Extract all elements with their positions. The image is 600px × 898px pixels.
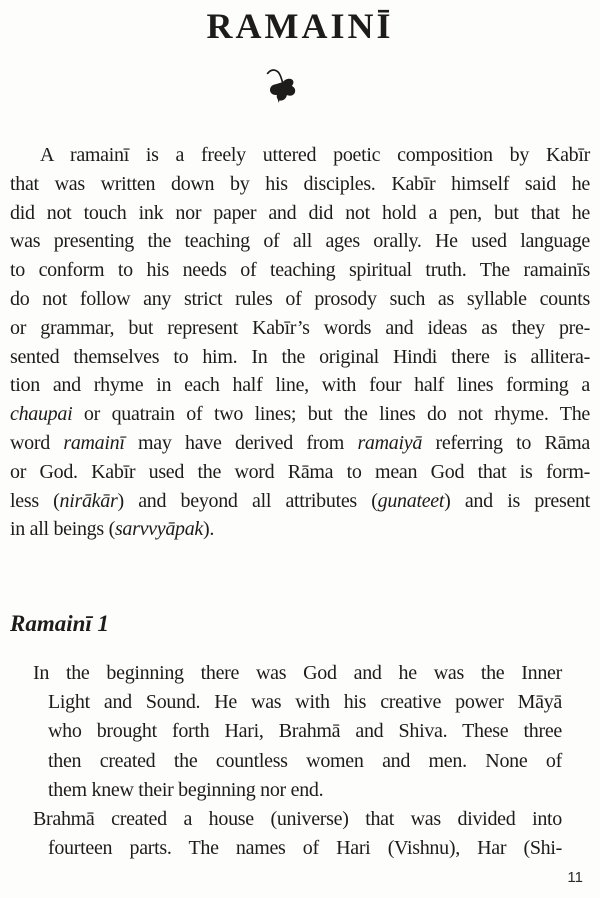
verse-line: then created the countless women and men. None of (48, 749, 562, 772)
verse-line: In the beginning there was God and he was the Inner (33, 662, 562, 684)
text-line: sented themselves to him. In the original Hindi there is allitera- (10, 345, 590, 368)
page-title: RAMAINĪ (206, 6, 394, 46)
verse-line: fourteen parts. The names of Hari (Vishnu), Har (Shi- (48, 837, 562, 860)
ivy-leaf-ornament-icon (261, 66, 303, 112)
verse-line: Brahmā created a house (universe) that was divided into (33, 808, 562, 831)
verse-line: who brought forth Hari, Brahmā and Shiva. These three (48, 720, 562, 743)
text-line: chaupai or quatrain of two lines; but the lines do not rhyme. The (10, 403, 590, 426)
intro-paragraph (10, 141, 590, 544)
verse-line: Light and Sound. He was with his creative power Māyā (48, 691, 562, 714)
verse-text (33, 659, 562, 863)
text-line: was presenting the teaching of all ages orally. He used language (10, 230, 590, 253)
text-line: word ramainī may have derived from ramaiyā referring to Rāma (10, 431, 590, 454)
text-line: or grammar, but represent Kabīr’s words and ideas as they pre- (10, 316, 590, 339)
text-line: to conform to his needs of teaching spiritual truth. The ramainīs (10, 259, 590, 282)
section-heading: Ramainī 1 (10, 611, 110, 636)
text-line: that was written down by his disciples. Kabīr himself said he (10, 172, 590, 195)
text-line: less (nirākār) and beyond all attributes (gunateet) and is present (10, 489, 590, 512)
page-number: 11 (567, 869, 583, 886)
text-line: or God. Kabīr used the word Rāma to mean God that is form- (10, 460, 590, 483)
text-line: tion and rhyme in each half line, with four half lines forming a (10, 374, 590, 397)
verse-line: them knew their beginning nor end. (48, 778, 324, 801)
text-line: A ramainī is a freely uttered poetic composition by Kabīr (40, 144, 590, 166)
text-line: do not follow any strict rules of prosody such as syllable counts (10, 287, 590, 310)
text-line: in all beings (sarvvyāpak). (10, 518, 215, 541)
text-line: did not touch ink nor paper and did not hold a pen, but that he (10, 201, 590, 224)
